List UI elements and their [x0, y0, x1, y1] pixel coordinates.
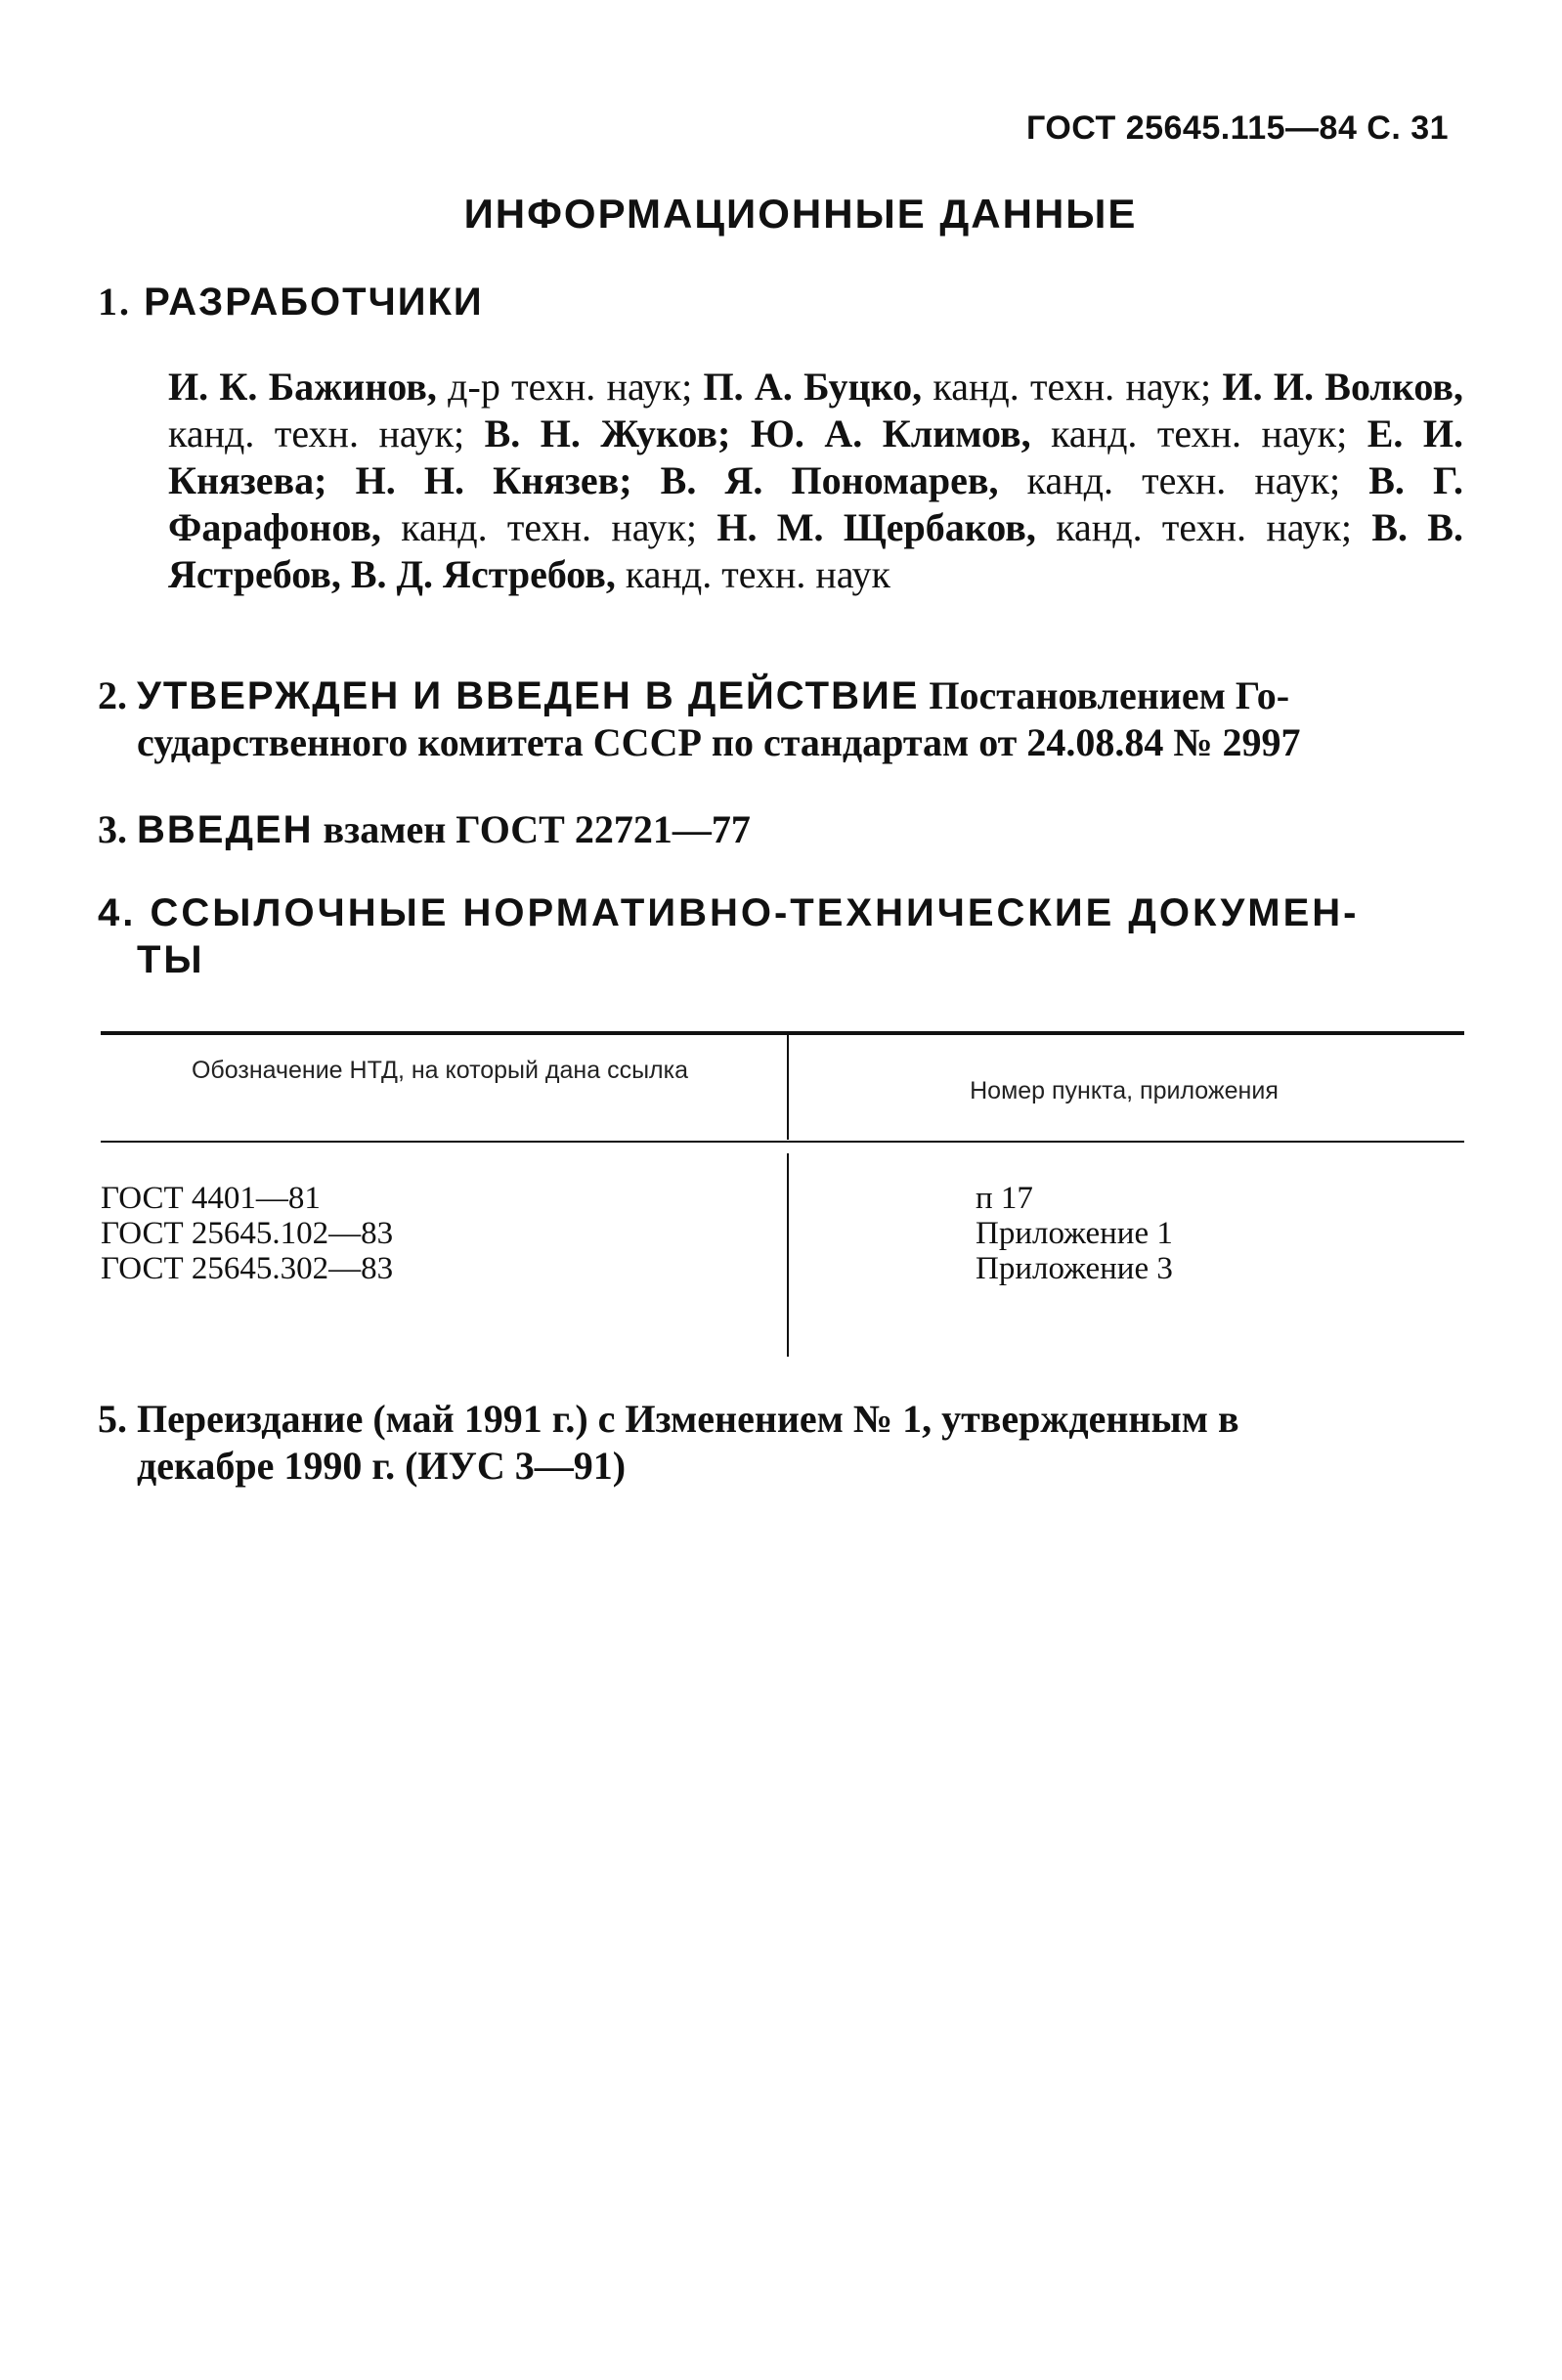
- developer-degree: канд. техн. наук;: [380, 505, 717, 549]
- section-4-number: 4.: [98, 891, 137, 934]
- section-2-label: УТВЕРЖДЕН И ВВЕДЕН В ДЕЙСТВИЕ: [137, 674, 920, 717]
- developer-name: Н. М. Щербаков,: [716, 505, 1036, 549]
- developer-degree: канд. техн. наук: [615, 552, 890, 596]
- table-cell-reference: п 17: [976, 1181, 1033, 1216]
- table-cell-reference: Приложение 3: [976, 1251, 1173, 1286]
- section-1-number: 1.: [98, 280, 131, 324]
- table-cell-document: ГОСТ 4401—81: [101, 1181, 321, 1216]
- section-4-heading-line2: ТЫ: [137, 938, 205, 981]
- table-cell-document: ГОСТ 25645.302—83: [101, 1251, 394, 1286]
- section-4: [98, 889, 1464, 983]
- section-2-text-line2: сударственного комитета СССР по стандартам от 24.08.84 № 2997: [137, 720, 1301, 764]
- developer-degree: канд. техн. наук;: [998, 458, 1369, 502]
- table-header-document: Обозначение НТД, на который дана ссылка: [191, 1057, 689, 1084]
- developer-name: П. А. Буцко,: [703, 365, 923, 409]
- developer-name: В. Н. Жуков; Ю. А. Климов,: [484, 411, 1031, 455]
- section-1-heading: [98, 279, 484, 325]
- section-2-text: Постановлением Го-: [929, 673, 1290, 717]
- section-4-heading: ССЫЛОЧНЫЕ НОРМАТИВНО-ТЕХНИЧЕСКИЕ ДОКУМЕН-: [150, 891, 1360, 934]
- developer-degree: канд. техн. наук;: [1035, 505, 1372, 549]
- developer-degree: канд. техн. наук;: [168, 411, 485, 455]
- table-header-reference: Номер пункта, приложения: [970, 1077, 1279, 1104]
- developer-name: И. И. Волков,: [1222, 365, 1463, 409]
- table-body-divider: [787, 1153, 789, 1357]
- table-column-references: [976, 1181, 1173, 1286]
- developers-list: [168, 364, 1463, 598]
- section-5: [98, 1396, 1464, 1490]
- developer-name: Е. И. Князева; Н. Н. Князев; В. Я. Пономарев,: [168, 411, 1464, 502]
- table-header-divider: [787, 1034, 789, 1140]
- table-header-rule: [101, 1141, 1464, 1143]
- developer-name: В. В. Ястребов, В. Д. Ястребов,: [168, 505, 1463, 596]
- developer-name: И. К. Бажинов,: [168, 365, 437, 409]
- developer-name: В. Г. Фарафонов,: [168, 458, 1463, 549]
- section-1-title: РАЗРАБОТЧИКИ: [144, 281, 484, 324]
- section-5-number: 5.: [98, 1397, 127, 1441]
- section-2-number: 2.: [98, 673, 127, 717]
- developer-degree: канд. техн. наук;: [1030, 411, 1367, 455]
- section-3-label: ВВЕДЕН: [137, 808, 314, 851]
- developer-degree: канд. техн. наук;: [922, 365, 1223, 409]
- table-column-documents: [101, 1181, 393, 1286]
- page-title: ИНФОРМАЦИОННЫЕ ДАННЫЕ: [463, 191, 1138, 237]
- table-cell-document: ГОСТ 25645.102—83: [101, 1216, 394, 1251]
- section-3-text: взамен ГОСТ 22721—77: [323, 807, 751, 851]
- section-3: [98, 806, 751, 853]
- section-5-text-line2: декабре 1990 г. (ИУС 3—91): [137, 1444, 627, 1488]
- section-3-number: 3.: [98, 807, 127, 851]
- section-5-text: Переиздание (май 1991 г.) с Изменением № 1, утвержденным в: [137, 1397, 1239, 1441]
- table-cell-reference: Приложение 1: [976, 1216, 1173, 1251]
- page-header: ГОСТ 25645.115—84 С. 31: [1026, 109, 1450, 147]
- table-top-rule: [101, 1031, 1464, 1035]
- developer-degree: д-р техн. наук;: [436, 365, 704, 409]
- section-2: [98, 672, 1464, 766]
